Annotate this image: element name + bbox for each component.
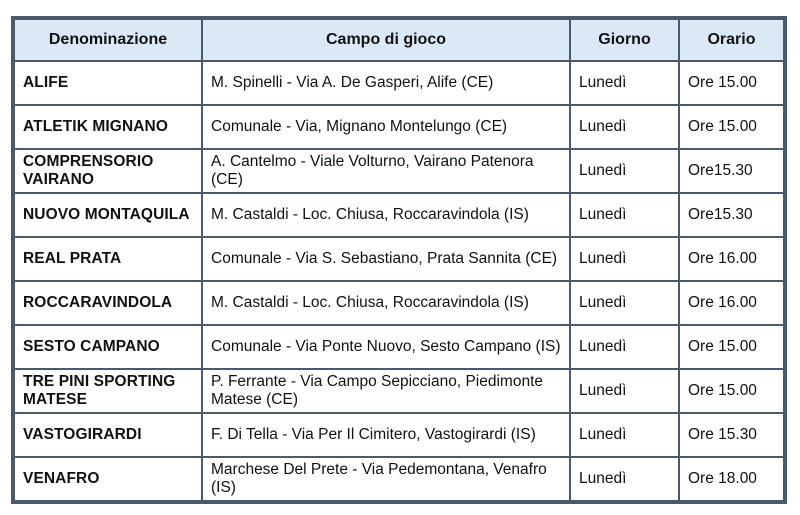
playing-field: Comunale - Via, Mignano Montelungo (CE) <box>202 105 570 149</box>
match-day: Lunedì <box>570 237 679 281</box>
team-name: REAL PRATA <box>14 237 202 281</box>
team-name: ALIFE <box>14 61 202 105</box>
match-time: Ore 15.00 <box>679 61 784 105</box>
match-day: Lunedì <box>570 149 679 193</box>
playing-field: M. Castaldi - Loc. Chiusa, Roccaravindola (IS) <box>202 193 570 237</box>
match-time: Ore15.30 <box>679 149 784 193</box>
match-time: Ore 16.00 <box>679 237 784 281</box>
table-row <box>14 413 784 457</box>
team-name: ATLETIK MIGNANO <box>14 105 202 149</box>
team-name: VENAFRO <box>14 457 202 501</box>
match-time: Ore 15.00 <box>679 105 784 149</box>
match-schedule-table <box>13 18 785 502</box>
team-name: SESTO CAMPANO <box>14 325 202 369</box>
team-name: TRE PINI SPORTING MATESE <box>14 369 202 413</box>
table-row <box>14 149 784 193</box>
playing-field: F. Di Tella - Via Per Il Cimitero, Vastogirardi (IS) <box>202 413 570 457</box>
match-time: Ore 15.00 <box>679 369 784 413</box>
playing-field: Comunale - Via S. Sebastiano, Prata Sannita (CE) <box>202 237 570 281</box>
header-time: Orario <box>679 19 784 61</box>
match-day: Lunedì <box>570 325 679 369</box>
playing-field: P. Ferrante - Via Campo Sepicciano, Piedimonte Matese (CE) <box>202 369 570 413</box>
match-day: Lunedì <box>570 413 679 457</box>
match-day: Lunedì <box>570 61 679 105</box>
match-time: Ore 18.00 <box>679 457 784 501</box>
table-row <box>14 193 784 237</box>
playing-field: M. Castaldi - Loc. Chiusa, Roccaravindola (IS) <box>202 281 570 325</box>
match-day: Lunedì <box>570 105 679 149</box>
table-body <box>14 61 784 501</box>
table-row <box>14 281 784 325</box>
team-name: COMPRENSORIO VAIRANO <box>14 149 202 193</box>
header-team: Denominazione <box>14 19 202 61</box>
match-day: Lunedì <box>570 457 679 501</box>
playing-field: M. Spinelli - Via A. De Gasperi, Alife (CE) <box>202 61 570 105</box>
match-time: Ore 15.00 <box>679 325 784 369</box>
table-row <box>14 457 784 501</box>
table-row <box>14 325 784 369</box>
playing-field: Comunale - Via Ponte Nuovo, Sesto Campano (IS) <box>202 325 570 369</box>
match-time: Ore 16.00 <box>679 281 784 325</box>
match-time: Ore 15.30 <box>679 413 784 457</box>
team-name: ROCCARAVINDOLA <box>14 281 202 325</box>
playing-field: A. Cantelmo - Viale Volturno, Vairano Patenora (CE) <box>202 149 570 193</box>
header-field: Campo di gioco <box>202 19 570 61</box>
match-time: Ore15.30 <box>679 193 784 237</box>
match-day: Lunedì <box>570 369 679 413</box>
header-day: Giorno <box>570 19 679 61</box>
match-day: Lunedì <box>570 281 679 325</box>
team-name: VASTOGIRARDI <box>14 413 202 457</box>
team-name: NUOVO MONTAQUILA <box>14 193 202 237</box>
playing-field: Marchese Del Prete - Via Pedemontana, Venafro (IS) <box>202 457 570 501</box>
table-row <box>14 369 784 413</box>
match-day: Lunedì <box>570 193 679 237</box>
table-header-row <box>14 19 784 61</box>
table-row <box>14 237 784 281</box>
table-row <box>14 105 784 149</box>
table-row <box>14 61 784 105</box>
